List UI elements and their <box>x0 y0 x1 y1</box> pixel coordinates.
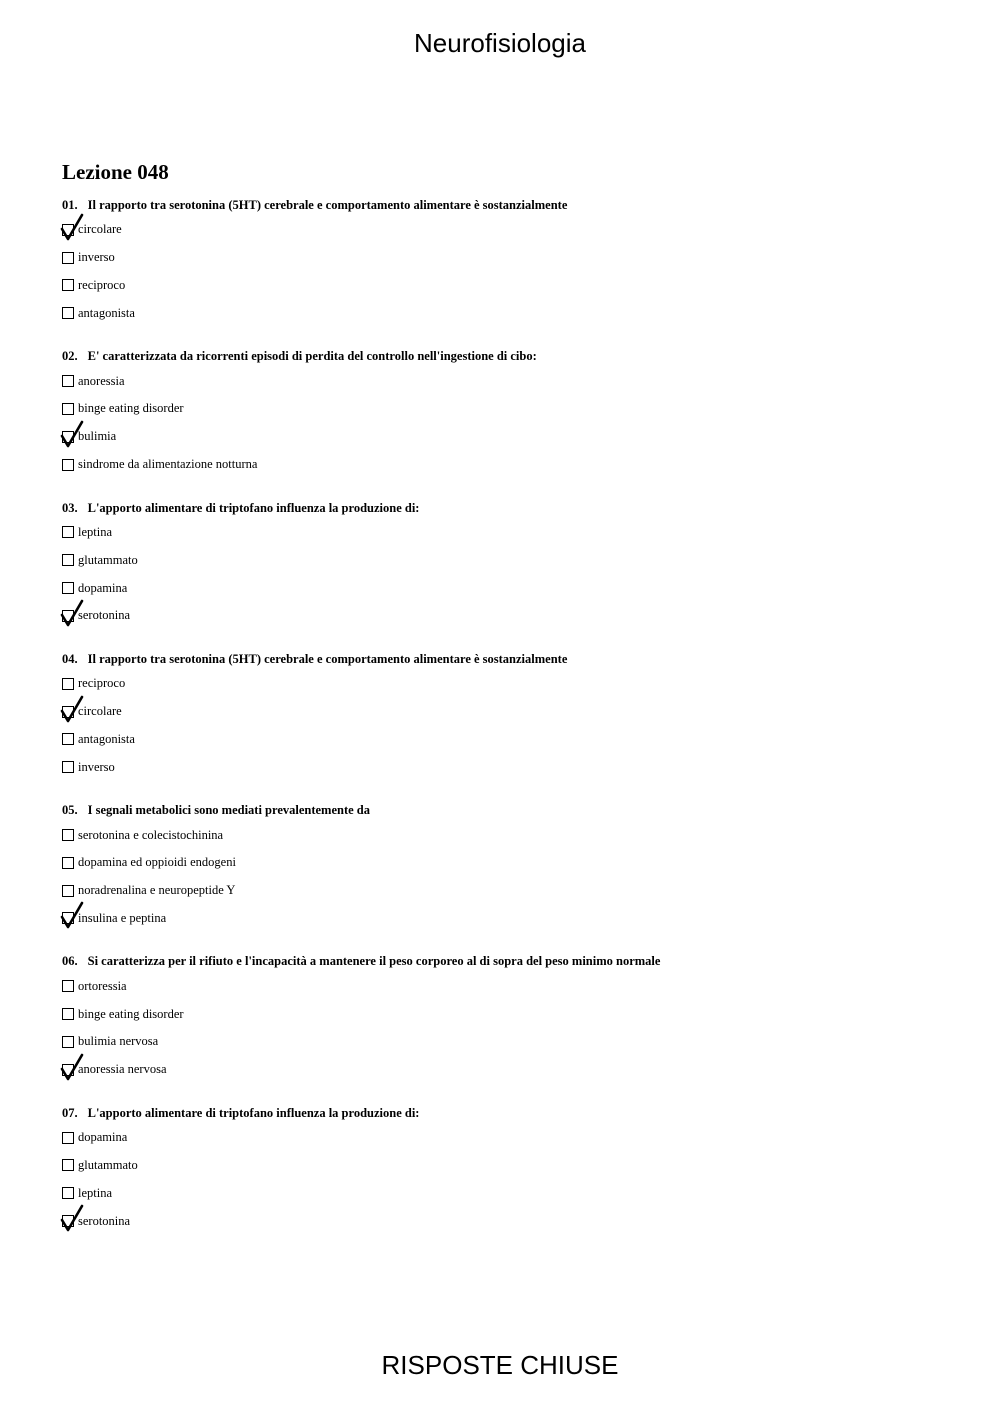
answer-label: antagonista <box>78 731 135 746</box>
answer-label: dopamina ed oppioidi endogeni <box>78 855 236 870</box>
answer-checkbox[interactable] <box>62 431 74 443</box>
answer-option[interactable] <box>62 725 942 753</box>
answer-option[interactable] <box>62 1000 942 1028</box>
answer-checkbox[interactable] <box>62 1008 74 1020</box>
answer-checkbox[interactable] <box>62 279 74 291</box>
answer-checkbox[interactable] <box>62 252 74 264</box>
answer-label: leptina <box>78 1185 113 1200</box>
question-number: 03. <box>62 500 78 515</box>
question-01 <box>62 196 942 347</box>
answer-checkbox[interactable] <box>62 829 74 841</box>
answer-label: reciproco <box>78 277 126 292</box>
checkmark-icon <box>60 901 84 929</box>
answer-label: glutammato <box>78 1157 138 1172</box>
answer-checkbox[interactable] <box>62 761 74 773</box>
answer-label: bulimia nervosa <box>78 1034 159 1049</box>
checkmark-icon <box>60 599 84 627</box>
answer-label: bulimia <box>78 429 117 444</box>
answer-option[interactable] <box>62 1028 942 1056</box>
question-text <box>62 650 942 670</box>
answer-checkbox[interactable] <box>62 459 74 471</box>
answer-checkbox[interactable] <box>62 375 74 387</box>
answer-option[interactable] <box>62 821 942 849</box>
answer-options <box>62 670 942 781</box>
answer-label: anoressia <box>78 373 125 388</box>
answer-option[interactable] <box>62 905 942 933</box>
question-prompt: L'apporto alimentare di triptofano influenza la produzione di: <box>87 500 420 515</box>
answer-label: ortoressia <box>78 978 127 993</box>
question-number: 02. <box>62 349 78 364</box>
question-number: 05. <box>62 803 78 818</box>
answer-label: dopamina <box>78 1130 128 1145</box>
answer-options <box>62 367 942 478</box>
answer-checkbox[interactable] <box>62 857 74 869</box>
answer-checkbox[interactable] <box>62 980 74 992</box>
question-02 <box>62 347 942 498</box>
question-number: 01. <box>62 198 78 212</box>
answer-label: dopamina <box>78 580 128 595</box>
lesson-title: Lezione 048 <box>62 160 169 184</box>
answer-label: serotonina e colecistochinina <box>78 827 224 842</box>
answer-option[interactable] <box>62 216 942 244</box>
question-05 <box>62 801 942 952</box>
answer-options <box>62 216 942 327</box>
answer-option[interactable] <box>62 877 942 905</box>
answer-label: inverso <box>78 759 115 774</box>
answer-option[interactable] <box>62 272 942 300</box>
answer-label: circolare <box>78 222 122 237</box>
answer-option[interactable] <box>62 395 942 423</box>
question-number: 07. <box>62 1105 78 1120</box>
question-prompt: Il rapporto tra serotonina (5HT) cerebrale e comportamento alimentare è sostanzialmente <box>87 651 568 666</box>
answer-checkbox[interactable] <box>62 1187 74 1199</box>
question-number: 04. <box>62 651 78 666</box>
answer-label: noradrenalina e neuropeptide Y <box>78 883 236 898</box>
answer-checkbox[interactable] <box>62 403 74 415</box>
checkmark-icon <box>60 1053 84 1081</box>
answer-checkbox[interactable] <box>62 1064 74 1076</box>
answer-label: binge eating disorder <box>78 401 184 416</box>
checkmark-icon <box>60 695 84 723</box>
answer-options <box>62 519 942 630</box>
checkmark-icon <box>60 1204 84 1232</box>
answer-checkbox[interactable] <box>62 1132 74 1144</box>
answer-checkbox[interactable] <box>62 610 74 622</box>
answer-label: antagonista <box>78 305 135 320</box>
question-07 <box>62 1104 942 1255</box>
answer-checkbox[interactable] <box>62 554 74 566</box>
question-list <box>62 196 942 1255</box>
answer-label: inverso <box>78 250 115 265</box>
question-prompt: Si caratterizza per il rifiuto e l'incapacità a mantenere il peso corporeo al di sopra del peso minimo normale <box>87 954 661 969</box>
question-prompt: Il rapporto tra serotonina (5HT) cerebrale e comportamento alimentare è sostanzialmente <box>87 198 568 212</box>
answer-option[interactable] <box>62 602 942 630</box>
answer-label: glutammato <box>78 552 138 567</box>
answer-label: anoressia nervosa <box>78 1062 167 1077</box>
answer-checkbox[interactable] <box>62 733 74 745</box>
answer-checkbox[interactable] <box>62 224 74 236</box>
answer-label: sindrome da alimentazione notturna <box>78 457 258 472</box>
answer-checkbox[interactable] <box>62 582 74 594</box>
question-prompt: E' caratterizzata da ricorrenti episodi di perdita del controllo nell'ingestione di cibo: <box>87 349 537 364</box>
answer-label: binge eating disorder <box>78 1006 184 1021</box>
page-header: Neurofisiologia <box>414 28 586 58</box>
answer-checkbox[interactable] <box>62 526 74 538</box>
question-prompt: I segnali metabolici sono mediati prevalentemente da <box>87 803 371 818</box>
answer-option[interactable] <box>62 451 942 479</box>
answer-label: insulina e peptina <box>78 910 167 925</box>
question-text <box>62 499 942 519</box>
answer-label: reciproco <box>78 676 126 691</box>
answer-option[interactable] <box>62 519 942 547</box>
answer-checkbox[interactable] <box>62 1036 74 1048</box>
answer-option[interactable] <box>62 299 942 327</box>
answer-checkbox[interactable] <box>62 1159 74 1171</box>
answer-checkbox[interactable] <box>62 912 74 924</box>
checkmark-icon <box>60 213 84 241</box>
answer-option[interactable] <box>62 1152 942 1180</box>
answer-label: serotonina <box>78 1213 131 1228</box>
answer-options <box>62 972 942 1083</box>
answer-option[interactable] <box>62 1179 942 1207</box>
answer-option[interactable] <box>62 1124 942 1152</box>
answer-checkbox[interactable] <box>62 678 74 690</box>
answer-checkbox[interactable] <box>62 706 74 718</box>
answer-option[interactable] <box>62 1056 942 1084</box>
question-text <box>62 196 942 216</box>
answer-label: leptina <box>78 524 113 539</box>
question-number: 06. <box>62 954 78 969</box>
answer-option[interactable] <box>62 1207 942 1235</box>
answer-label: serotonina <box>78 608 131 623</box>
page-footer: RISPOSTE CHIUSE <box>381 1350 619 1380</box>
answer-options <box>62 1124 942 1235</box>
answer-option[interactable] <box>62 849 942 877</box>
question-text <box>62 952 942 972</box>
answer-option[interactable] <box>62 574 942 602</box>
question-prompt: L'apporto alimentare di triptofano influenza la produzione di: <box>87 1105 420 1120</box>
answer-checkbox[interactable] <box>62 307 74 319</box>
answer-options <box>62 821 942 932</box>
answer-option[interactable] <box>62 367 942 395</box>
answer-checkbox[interactable] <box>62 1215 74 1227</box>
answer-option[interactable] <box>62 670 942 698</box>
answer-option[interactable] <box>62 698 942 726</box>
question-03 <box>62 499 942 650</box>
answer-label: circolare <box>78 704 122 719</box>
question-text <box>62 801 942 821</box>
question-06 <box>62 952 942 1103</box>
checkmark-icon <box>60 420 84 448</box>
answer-option[interactable] <box>62 244 942 272</box>
question-04 <box>62 650 942 801</box>
answer-checkbox[interactable] <box>62 885 74 897</box>
question-text <box>62 1104 942 1124</box>
answer-option[interactable] <box>62 753 942 781</box>
question-text <box>62 347 942 367</box>
answer-option[interactable] <box>62 972 942 1000</box>
answer-option[interactable] <box>62 423 942 451</box>
answer-option[interactable] <box>62 546 942 574</box>
